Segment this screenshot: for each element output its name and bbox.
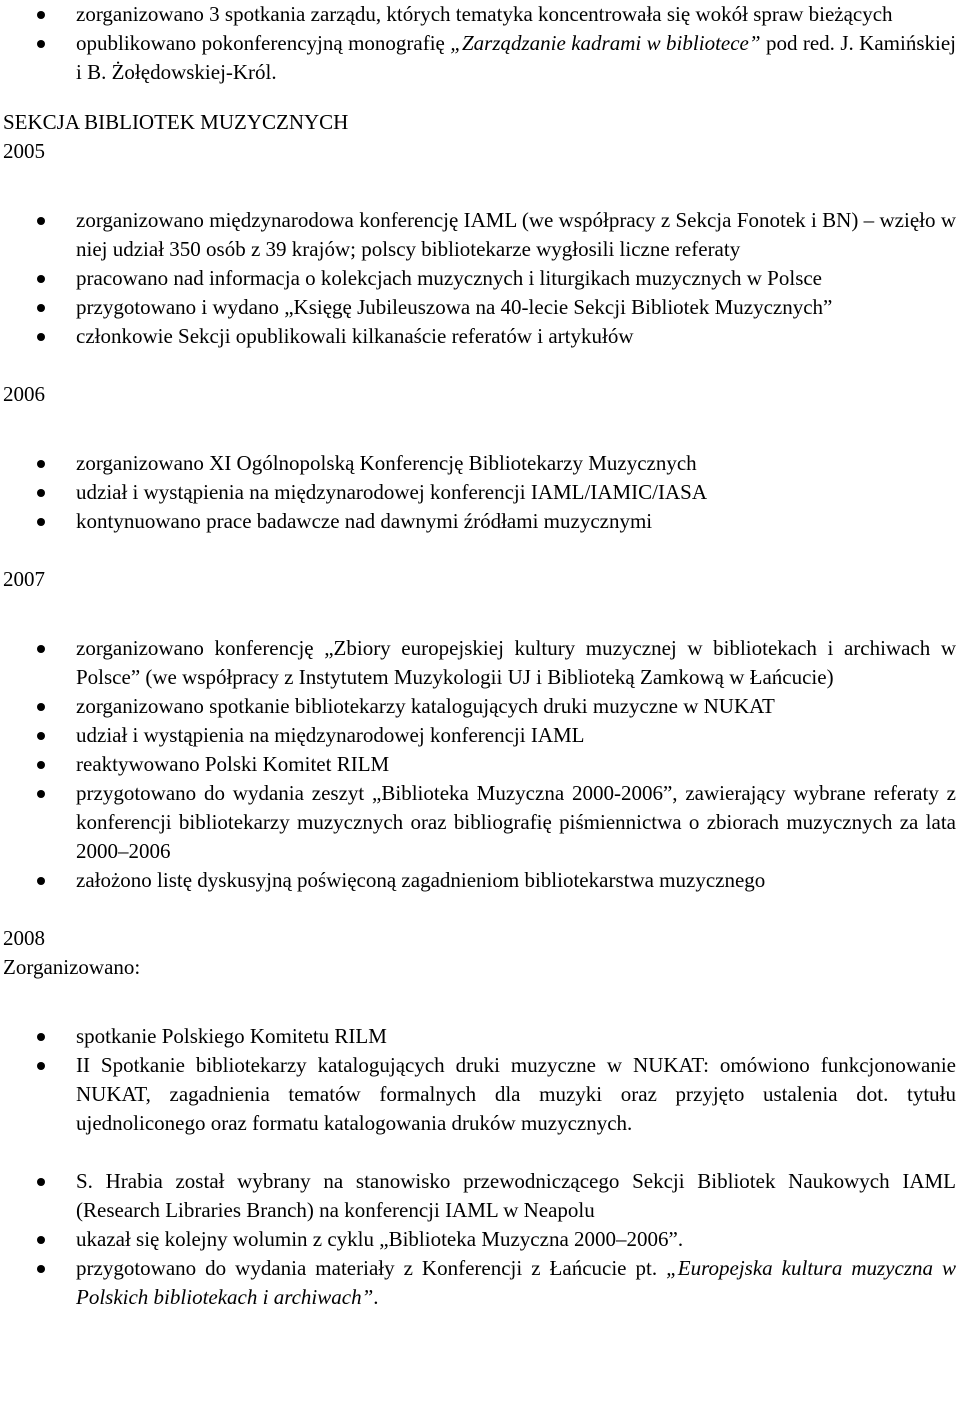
list-item: ukazał się kolejny wolumin z cyklu „Biblioteka Muzyczna 2000–2006”. [0, 1225, 960, 1254]
list-item-text-pre: opublikowano pokonferencyjną monografię [76, 31, 451, 55]
list-item: przygotowano i wydano „Księgę Jubileuszowa na 40-lecie Sekcji Bibliotek Muzycznych” [0, 293, 960, 322]
list-item [0, 29, 960, 87]
list-item: udział i wystąpienia na międzynarodowej konferencji IAML [0, 721, 960, 750]
list-item: II Spotkanie bibliotekarzy katalogujących druki muzyczne w NUKAT: omówiono funkcjonowanie NUKAT, zagadnienia tematów formalnych dla muzyki oraz przyjęto ustalenia dot. tytułu ujednoliconego oraz formatu katalogowania druków muzycznych. [0, 1051, 960, 1138]
list-item: S. Hrabia został wybrany na stanowisko przewodniczącego Sekcji Bibliotek Naukowych IAML (Research Libraries Branch) na konferencji IAML w Neapolu [0, 1167, 960, 1225]
spacer [0, 351, 960, 380]
list-item: pracowano nad informacja o kolekcjach muzycznych i liturgikach muzycznych w Polsce [0, 264, 960, 293]
list-item [0, 1254, 960, 1312]
list-2008-a [0, 1022, 960, 1138]
monograph-title: „Zarządzanie kadrami w bibliotece” [450, 31, 761, 55]
list-item: założono listę dyskusyjną poświęconą zagadnieniom bibliotekarstwa muzycznego [0, 866, 960, 895]
publication-title: „Europejska kultura muzyczna w Polskich bibliotekach i archiwach” [76, 1256, 957, 1309]
spacer [0, 87, 960, 108]
list-item-text-post: . [373, 1285, 379, 1309]
list-2007 [0, 634, 960, 895]
list-item-text: zorganizowano 3 spotkania zarządu, których tematyka koncentrowała się wokół spraw bieżących [76, 2, 893, 26]
year-label-2006: 2006 [3, 382, 45, 406]
list-item: członkowie Sekcji opublikowali kilkanaście referatów i artykułów [0, 322, 960, 351]
list-item: reaktywowano Polski Komitet RILM [0, 750, 960, 779]
spacer [0, 166, 960, 206]
spacer [0, 536, 960, 565]
list-item: spotkanie Polskiego Komitetu RILM [0, 1022, 960, 1051]
list-item: kontynuowano prace badawcze nad dawnymi źródłami muzycznymi [0, 507, 960, 536]
list-item: zorganizowano międzynarodowa konferencję IAML (we współpracy z Sekcja Fonotek i BN) – wzięło w niej udział 350 osób z 39 krajów; polscy bibliotekarze wygłosili liczne referaty [0, 206, 960, 264]
list-item-text-pre: przygotowano do wydania materiały z Konferencji z Łańcucie pt. [76, 1256, 667, 1280]
intro-label: Zorganizowano: [3, 955, 141, 979]
year-label-2008: 2008 [3, 926, 45, 950]
list-2008-b [0, 1167, 960, 1312]
list-item-text-post: pod red. J. Kamińskiej i B. Żołędowskiej-Król. [76, 31, 956, 84]
section-heading: SEKCJA BIBLIOTEK MUZYCZNYCH [3, 110, 349, 134]
year-label-2007: 2007 [3, 567, 45, 591]
list-item: zorganizowano XI Ogólnopolską Konferencję Bibliotekarzy Muzycznych [0, 449, 960, 478]
spacer [0, 982, 960, 1022]
spacer [0, 1138, 960, 1167]
spacer [0, 895, 960, 924]
list-2005 [0, 206, 960, 351]
list-item: udział i wystąpienia na międzynarodowej konferencji IAML/IAMIC/IASA [0, 478, 960, 507]
list-item: przygotowano do wydania zeszyt „Biblioteka Muzyczna 2000-2006”, zawierający wybrane referaty z konferencji bibliotekarzy muzycznych oraz bibliografię piśmiennictwa o zbiorach muzycznych za lata 2000–2006 [0, 779, 960, 866]
list-item: zorganizowano spotkanie bibliotekarzy katalogujących druki muzyczne w NUKAT [0, 692, 960, 721]
year-label-2005: 2005 [3, 139, 45, 163]
spacer [0, 409, 960, 449]
top-bullet-list [0, 0, 960, 87]
list-item: zorganizowano konferencję „Zbiory europejskiej kultury muzycznej w bibliotekach i archiwach w Polsce” (we współpracy z Instytutem Muzykologii UJ i Biblioteką Zamkową w Łańcucie) [0, 634, 960, 692]
list-item [0, 0, 960, 29]
spacer [0, 594, 960, 634]
list-2006 [0, 449, 960, 536]
